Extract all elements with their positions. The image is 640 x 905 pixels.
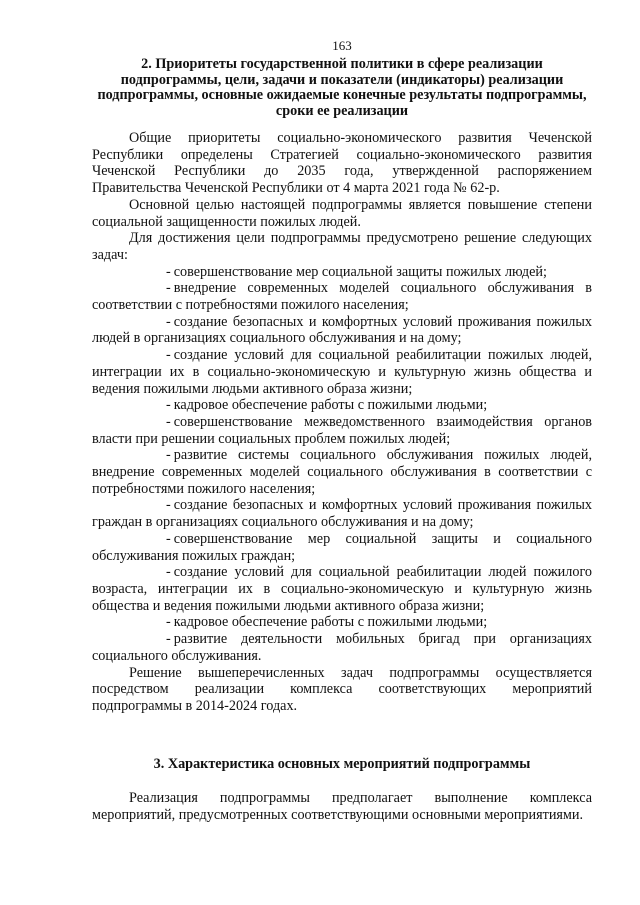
section-2-body xyxy=(92,130,592,715)
list-item-text: развитие деятельности мобильных бригад при организациях социального обслуживания. xyxy=(92,631,592,664)
list-item xyxy=(92,614,592,631)
list-item-text: развитие системы социального обслуживания пожилых людей, внедрение современных моделей социального обслуживания в соответствии с потребностями пожилого населения; xyxy=(92,447,592,497)
list-item-text: создание безопасных и комфортных условий проживания пожилых граждан в организациях социального обслуживания и на дому; xyxy=(92,497,592,531)
dash-bullet: - xyxy=(166,614,171,631)
paragraph-tasks-intro: Для достижения цели подпрограммы предусмотрено решение следующих задач: xyxy=(92,230,592,263)
list-item xyxy=(92,414,592,447)
dash-bullet: - xyxy=(166,631,171,648)
dash-bullet: - xyxy=(166,497,171,514)
list-item-text: совершенствование мер социальной защиты пожилых людей; xyxy=(173,263,547,280)
section-3-body xyxy=(92,790,592,823)
section-3-heading: 3. Характеристика основных мероприятий подпрограммы xyxy=(153,756,531,772)
paragraph-implementation: Решение вышеперечисленных задач подпрограммы осуществляется посредством реализации комплекса соответствующих мероприятий подпрограммы в 2014-2024 годах. xyxy=(92,664,592,714)
list-item-text: совершенствование мер социальной защиты и социального обслуживания пожилых граждан; xyxy=(92,530,592,564)
list-item xyxy=(92,497,592,530)
dash-bullet: - xyxy=(166,447,171,464)
list-item xyxy=(92,347,592,397)
paragraph-priorities: Общие приоритеты социально-экономического развития Чеченской Республики определены Стратегией социально-экономического развития Чеченской Республики до 2035 года, утвержденной распоряжением Правительства Чеченской Республики от 4 марта 2021 года № 62-р. xyxy=(92,130,592,197)
list-item-text: совершенствование межведомственного взаимодействия органов власти при решении социальных проблем пожилых людей; xyxy=(92,413,592,447)
list-item xyxy=(92,447,592,497)
list-item xyxy=(92,314,592,347)
list-item xyxy=(92,397,592,414)
dash-bullet: - xyxy=(166,313,171,330)
list-item-text: внедрение современных моделей социального обслуживания в соответствии с потребностями пожилого населения; xyxy=(92,280,592,314)
section-2-heading: 2. Приоритеты государственной политики в сфере реализации подпрограммы, цели, задачи и показатели (индикаторы) реализации подпрограммы, основные ожидаемые конечные результаты подпрограммы, сроки ее реализации xyxy=(97,56,587,119)
list-item-text: кадровое обеспечение работы с пожилыми людьми; xyxy=(173,397,488,414)
tasks-list xyxy=(92,264,592,665)
dash-bullet: - xyxy=(166,347,171,364)
paragraph-goal: Основной целью настоящей подпрограммы является повышение степени социальной защищенности пожилых людей. xyxy=(92,196,592,230)
list-item xyxy=(92,564,592,614)
list-item-text: создание условий для социальной реабилитации пожилых людей, интеграции их в социально-экономическую и культурную жизнь общества и ведения пожилыми людьми активного образа жизни; xyxy=(92,347,592,397)
dash-bullet: - xyxy=(166,263,171,280)
list-item-text: кадровое обеспечение работы с пожилыми людьми; xyxy=(173,614,488,631)
list-item-text: создание условий для социальной реабилитации людей пожилого возраста, интеграции их в социально-экономическую и культурную жизнь общества и ведения пожилыми людьми активного образа жизни; xyxy=(92,564,592,614)
dash-bullet: - xyxy=(166,564,171,581)
dash-bullet: - xyxy=(166,530,171,547)
list-item xyxy=(92,631,592,664)
dash-bullet: - xyxy=(166,280,171,297)
list-item-text: создание безопасных и комфортных условий проживания пожилых людей в организациях социального обслуживания и на дому; xyxy=(92,313,592,347)
dash-bullet: - xyxy=(166,413,171,430)
list-item xyxy=(92,264,592,281)
list-item xyxy=(92,531,592,564)
dash-bullet: - xyxy=(166,397,171,414)
paragraph-measures: Реализация подпрограммы предполагает выполнение комплекса мероприятий, предусмотренных соответствующими основными мероприятиями. xyxy=(92,790,592,823)
page-number: 163 xyxy=(332,38,352,53)
list-item xyxy=(92,280,592,313)
